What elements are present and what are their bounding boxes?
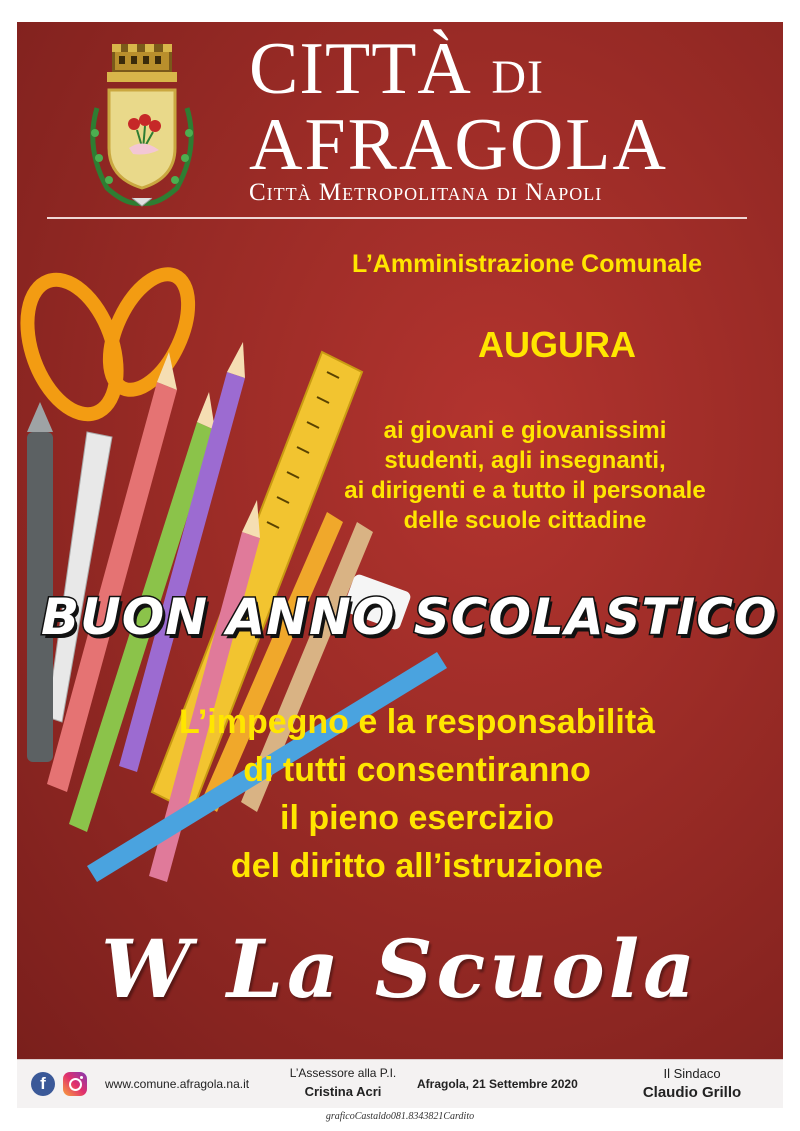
instagram-icon[interactable] [63,1072,87,1096]
responsibility-line: il pieno esercizio [280,799,554,837]
municipal-crest-icon [77,38,207,208]
closing-slogan: W La Scuola [101,922,699,1016]
date-line: Afragola, 21 Settembre 2020 [417,1077,578,1091]
footer-bar [17,1059,783,1108]
greeting-line: ai giovani e giovanissimi [383,417,667,444]
poster [17,22,783,1059]
augura-heading: AUGURA [478,324,636,365]
mayor-role: Il Sindaco [663,1066,721,1081]
header-divider [47,217,747,219]
assessor-role: L’Assessore alla P.I. [289,1066,397,1080]
greeting-line: delle scuole cittadine [403,507,647,534]
city-title-line1: CITTÀ DI [249,28,545,110]
administration-heading: L’Amministrazione Comunale [351,250,703,278]
website-link[interactable]: www.comune.afragola.na.it [105,1077,250,1091]
footer [17,1059,783,1107]
city-subtitle: Città Metropolitana di Napoli [249,179,603,206]
city-title-line2: AFRAGOLA [249,104,668,186]
mayor-name: Claudio Grillo [642,1084,742,1101]
graphic-credit: graficoCastaldo081.8343821Cardito [325,1111,475,1122]
responsibility-line: di tutti consentiranno [243,751,591,789]
facebook-icon[interactable]: f [31,1072,55,1096]
greeting-message [275,416,775,536]
responsibility-line: del diritto all’istruzione [230,847,604,885]
city-title-di: DI [491,51,545,104]
responsibility-line: L’impegno e la responsabilità [178,703,656,741]
greeting-line: ai dirigenti e a tutto il personale [344,477,706,504]
assessor-name: Cristina Acri [304,1084,382,1099]
responsibility-message [77,698,757,890]
greeting-line: studenti, agli insegnanti, [384,447,666,474]
headline: BUON ANNO SCOLASTICO [41,588,778,646]
